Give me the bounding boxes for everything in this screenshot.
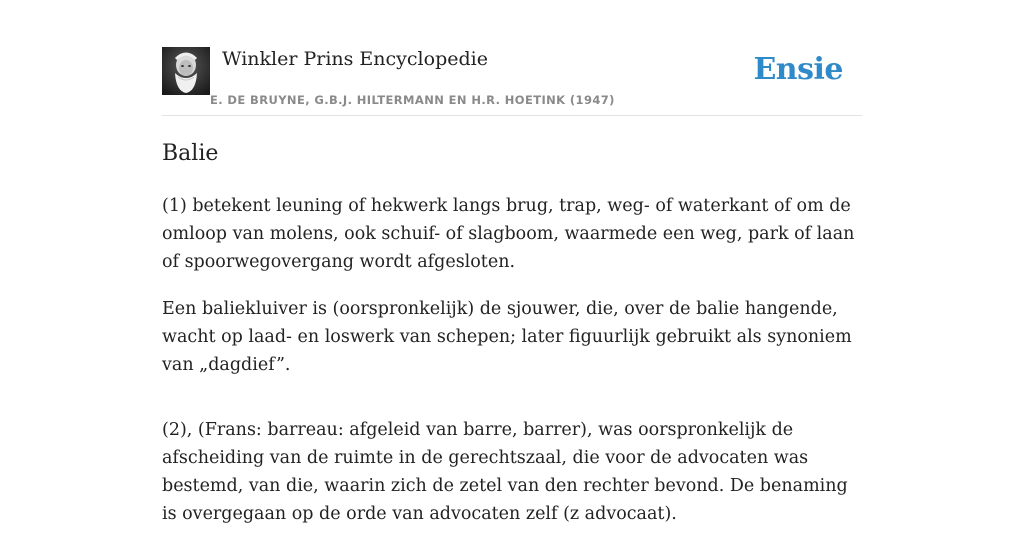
author-byline: E. DE BRUYNE, G.B.J. HILTERMANN EN H.R. HOETINK (1947) (210, 93, 615, 107)
article-paragraph: Een baliekluiver is (oorspronkelijk) de sjouwer, die, over de balie hangende, wacht op laad- en loswerk van schepen; later figuurlijk gebruikt als synoniem van „dagdief”. (162, 299, 852, 375)
bearded-man-portrait-icon (162, 47, 210, 95)
ensie-logo[interactable]: Ensie (753, 52, 843, 87)
article-paragraph: (1) betekent leuning of hekwerk langs brug, trap, weg- of waterkant of om de omloop van molens, ook schuif- of slagboom, waarmede een weg, park of laan of spoorwegovergang wordt afgesloten. (162, 196, 855, 272)
header (162, 44, 862, 116)
avatar[interactable] (162, 47, 210, 95)
site-title[interactable]: Winkler Prins Encyclopedie (222, 48, 488, 70)
article (162, 138, 862, 547)
article-title: Balie (162, 141, 219, 166)
article-paragraph: (2), (Frans: barreau: afgeleid van barre, barrer), was oorspronkelijk de afscheiding van de ruimte in de gerechtszaal, die voor de advocaten was bestemd, van die, waarin zich de zetel van den rechter bevond. De benaming is overgegaan op de orde van advocaten zelf (z advocaat). (162, 420, 848, 524)
